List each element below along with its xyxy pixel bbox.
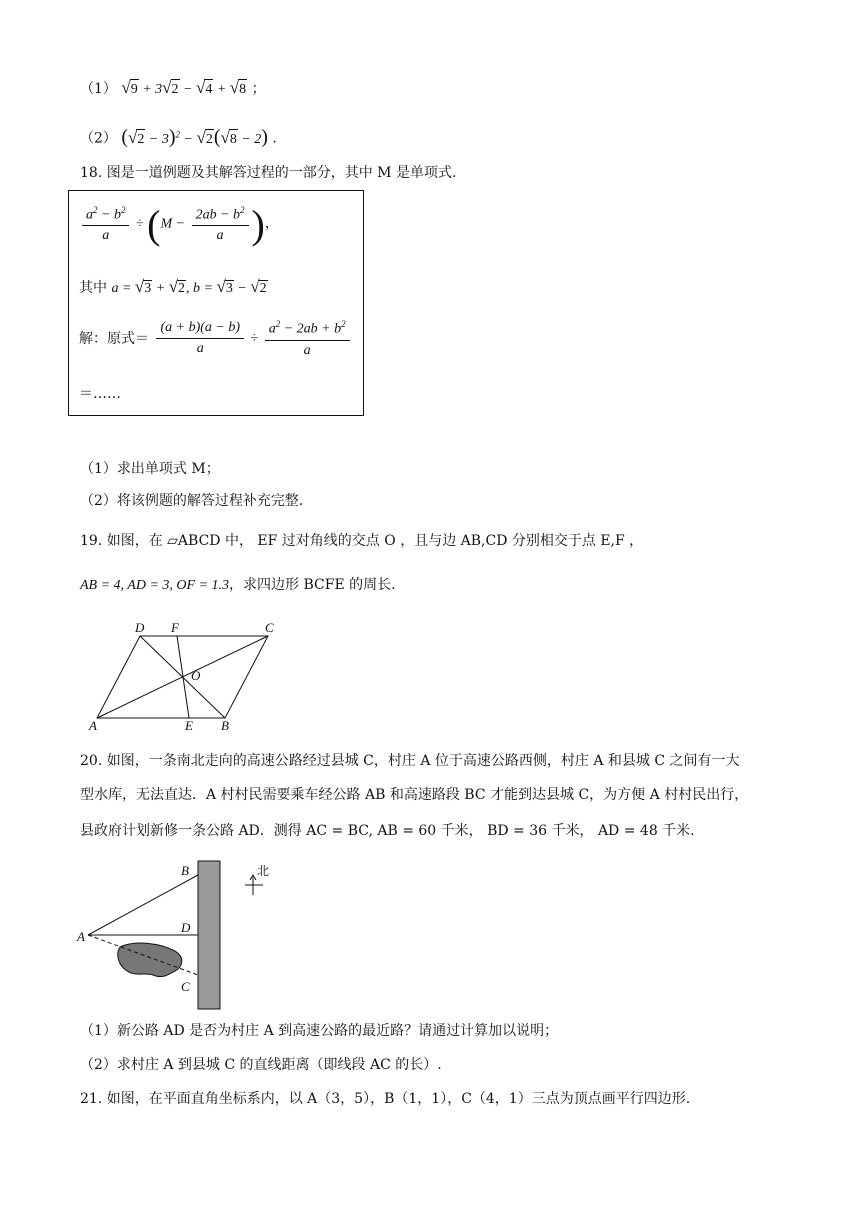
q20-highway-figure — [75, 855, 295, 1015]
highway — [198, 861, 220, 1009]
label-o: O — [191, 668, 201, 683]
q20-sub1: （1）新公路 AD 是否为村庄 A 到高速公路的最近路？请通过计算加以说明； — [80, 1023, 559, 1039]
q20-line2: 型水库，无法直达．A 村村民需要乘车经公路 AB 和高速路段 BC 才能到达县城 C，为方便 A 村村民出行， — [80, 787, 749, 803]
q18-box-solution-prefix: 解：原式＝ — [79, 331, 149, 348]
q17-part1-expression: √9 + 3√2 − √4 + √8 — [121, 82, 247, 97]
q18-sub2: （2）将该例题的解答过程补充完整. — [80, 493, 304, 509]
north-compass-icon — [245, 875, 263, 895]
q17-part2-expression: $(√2 - 3)^2 - √2(√8 - 2)$ — [121, 125, 268, 148]
label-a: A — [89, 718, 97, 733]
q18-box-last-line: ＝…… — [79, 386, 121, 402]
q19-given-values: AB = 4, AD = 3, OF = 1.3 — [80, 578, 230, 593]
q18-sub1: （1）求出单项式 M； — [80, 461, 220, 477]
q20-sub2: （2）求村庄 A 到县城 C 的直线距离（即线段 AC 的长）. — [80, 1057, 442, 1073]
reservoir — [118, 943, 182, 977]
q18-box-where-prefix: 其中 — [79, 280, 107, 296]
label-a: A — [77, 929, 85, 944]
q17-part1 — [80, 78, 266, 100]
q18-example-box — [68, 190, 364, 416]
q17-part2-label: （2） — [80, 130, 117, 147]
q17-part2 — [80, 124, 277, 150]
q20-line1: 20. 如图，一条南北走向的高速公路经过县城 C，村庄 A 位于高速公路西侧，村庄 A 和县城 C 之间有一大 — [80, 753, 740, 769]
q20-line3: 县政府计划新修一条公路 AD．测得 AC = BC, AB = 60 千米， BD = 36 千米， AD = 48 千米. — [80, 823, 695, 839]
label-f: F — [171, 620, 179, 635]
q17-part2-end: . — [272, 130, 277, 147]
q18-box-where: 其中 a = √3 + √2, b = √3 − √2 — [79, 277, 267, 296]
segment-ef — [177, 636, 189, 718]
q18-box-solution: 解：原式＝ $\frac{(a + b)(a - b)}{a}$ ÷ $\frac{a^2 - 2ab + b^2}{a}$ — [79, 319, 353, 359]
q19-line1: 19. 如图，在 ▱ABCD 中， EF 过对角线的交点 O ，且与边 AB,CD 分别相交于点 E,F ， — [80, 533, 644, 549]
label-d: D — [181, 920, 191, 935]
q18-intro: 18. 图是一道例题及其解答过程的一部分，其中 M 是单项式. — [80, 165, 457, 181]
q19-line2 — [80, 575, 396, 596]
q21-line1: 21. 如图，在平面直角坐标系内，以 A（3，5），B（1，1），C（4，1）三点为顶点画平行四边形. — [80, 1091, 691, 1107]
q18-box-expression: $\frac{a^2 - b^2}{a}$ ÷ (M − $\frac{2ab - b^2}{a}$ )， — [79, 201, 279, 248]
q19-question: ，求四边形 BCFE 的周长. — [229, 577, 396, 593]
label-b: B — [221, 718, 229, 733]
q17-part1-end: ； — [251, 81, 266, 97]
label-d: D — [135, 620, 145, 635]
q19-parallelogram-figure — [85, 620, 315, 735]
north-label: 北 — [257, 864, 270, 878]
label-c: C — [265, 620, 274, 635]
q17-part1-label: （1） — [80, 81, 117, 97]
label-b: B — [181, 863, 189, 878]
label-e: E — [185, 718, 193, 733]
label-c: C — [181, 979, 190, 994]
